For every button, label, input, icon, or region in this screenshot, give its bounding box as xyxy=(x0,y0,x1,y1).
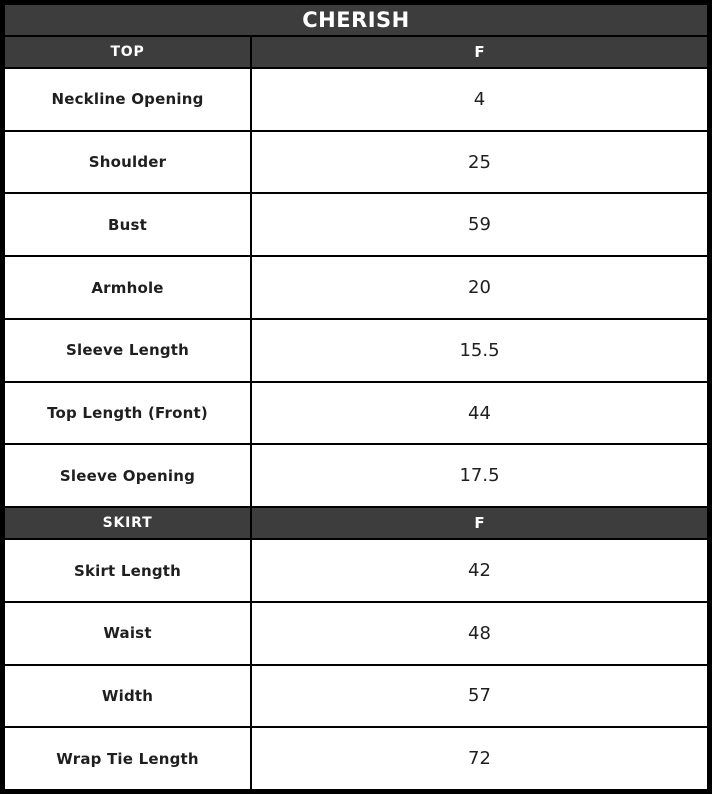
table-row-wrap-tie-length xyxy=(5,728,707,789)
measurement-value: 4 xyxy=(252,69,707,130)
measurement-value: 48 xyxy=(252,603,707,664)
section-name-skirt: SKIRT xyxy=(5,508,250,538)
measurement-value: 15.5 xyxy=(252,320,707,381)
measurement-value: 57 xyxy=(252,666,707,727)
measurement-label: Skirt Length xyxy=(5,540,250,601)
chart-title-row xyxy=(5,5,707,35)
table-row-width xyxy=(5,666,707,727)
measurement-value: 44 xyxy=(252,383,707,444)
table-row-waist xyxy=(5,603,707,664)
table-row-sleeve-length xyxy=(5,320,707,381)
measurement-value: 59 xyxy=(252,194,707,255)
measurement-label: Waist xyxy=(5,603,250,664)
measurement-label: Bust xyxy=(5,194,250,255)
table-row-armhole xyxy=(5,257,707,318)
measurement-value: 17.5 xyxy=(252,445,707,506)
measurement-label: Shoulder xyxy=(5,132,250,193)
section-header-top xyxy=(5,37,707,67)
measurement-value: 25 xyxy=(252,132,707,193)
measurement-label: Sleeve Opening xyxy=(5,445,250,506)
section-header-skirt xyxy=(5,508,707,538)
measurement-label: Wrap Tie Length xyxy=(5,728,250,789)
table-row-neckline-opening xyxy=(5,69,707,130)
section-name-top: TOP xyxy=(5,37,250,67)
measurement-label: Top Length (Front) xyxy=(5,383,250,444)
size-column-header-skirt: F xyxy=(252,508,707,538)
measurement-value: 72 xyxy=(252,728,707,789)
table-row-top-length-front xyxy=(5,383,707,444)
measurement-value: 42 xyxy=(252,540,707,601)
size-column-header-top: F xyxy=(252,37,707,67)
measurement-label: Width xyxy=(5,666,250,727)
table-row-bust xyxy=(5,194,707,255)
measurement-value: 20 xyxy=(252,257,707,318)
table-row-skirt-length xyxy=(5,540,707,601)
chart-title: CHERISH xyxy=(5,5,707,35)
measurement-label: Sleeve Length xyxy=(5,320,250,381)
measurement-label: Neckline Opening xyxy=(5,69,250,130)
table-row-sleeve-opening xyxy=(5,445,707,506)
measurement-label: Armhole xyxy=(5,257,250,318)
table-row-shoulder xyxy=(5,132,707,193)
